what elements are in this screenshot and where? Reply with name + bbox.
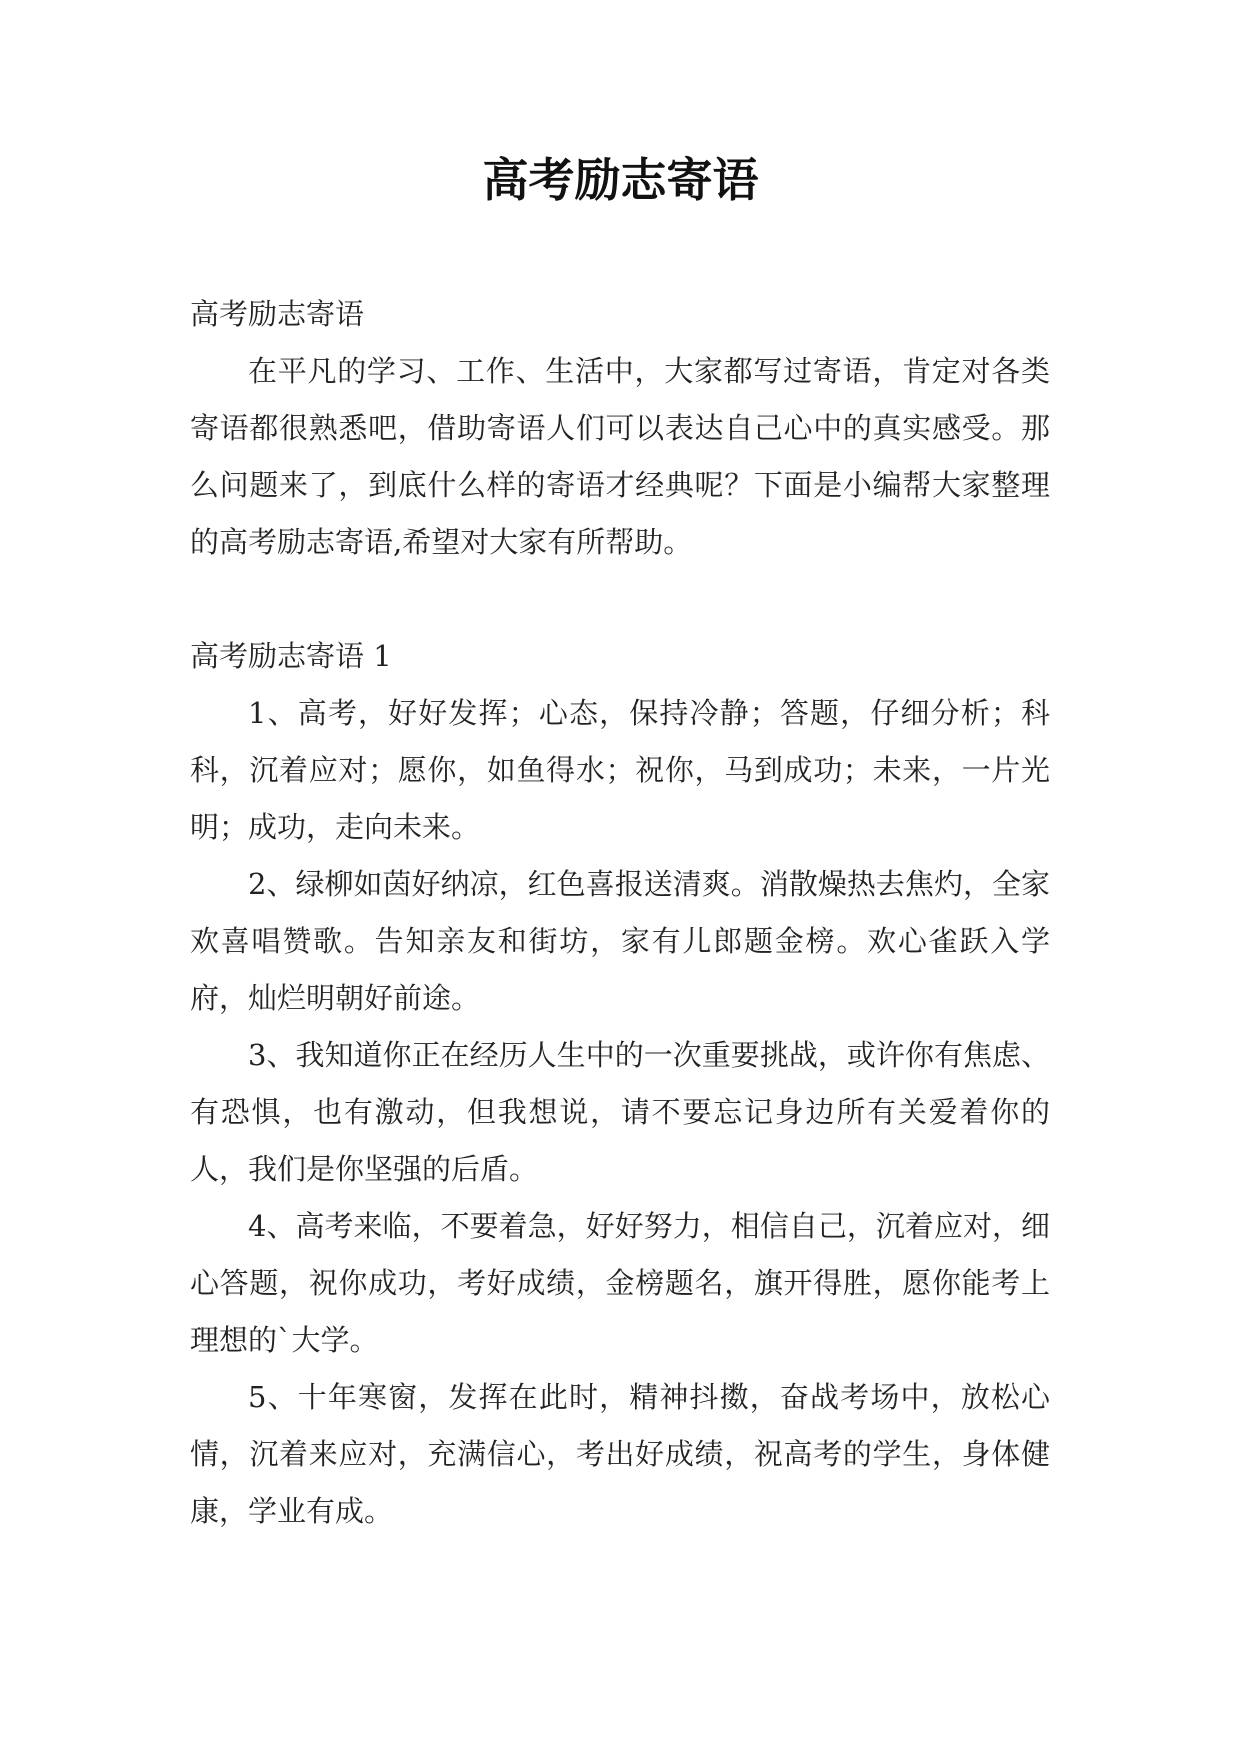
list-item: 5、十年寒窗，发挥在此时，精神抖擞，奋战考场中，放松心情，沉着来应对，充满信心，考出好成绩，祝高考的学生，身体健康，学业有成。: [190, 1380, 1050, 1528]
section-heading: 高考励志寄语 1: [190, 639, 392, 673]
list-item: 1、高考，好好发挥；心态，保持冷静；答题，仔细分析；科科，沉着应对；愿你，如鱼得水；祝你，马到成功；未来，一片光明；成功，走向未来。: [190, 696, 1050, 844]
document-title: 高考励志寄语: [482, 153, 759, 207]
subtitle: 高考励志寄语: [190, 297, 365, 331]
list-item: 4、高考来临，不要着急，好好努力，相信自己，沉着应对，细心答题，祝你成功，考好成绩，金榜题名，旗开得胜，愿你能考上理想的`大学。: [190, 1209, 1050, 1357]
list-item: 2、绿柳如茵好纳凉，红色喜报送清爽。消散燥热去焦灼，全家欢喜唱赞歌。告知亲友和街坊，家有儿郎题金榜。欢心雀跃入学府，灿烂明朝好前途。: [190, 867, 1050, 1015]
document-body: [190, 286, 1050, 1540]
intro-paragraph: 在平凡的学习、工作、生活中，大家都写过寄语，肯定对各类寄语都很熟悉吧，借助寄语人们可以表达自己心中的真实感受。那么问题来了，到底什么样的寄语才经典呢？下面是小编帮大家整理的高考励志寄语,希望对大家有所帮助。: [190, 354, 1050, 559]
list-item: 3、我知道你正在经历人生中的一次重要挑战，或许你有焦虑、有恐惧，也有激动，但我想说，请不要忘记身边所有关爱着你的人，我们是你坚强的后盾。: [190, 1038, 1050, 1186]
